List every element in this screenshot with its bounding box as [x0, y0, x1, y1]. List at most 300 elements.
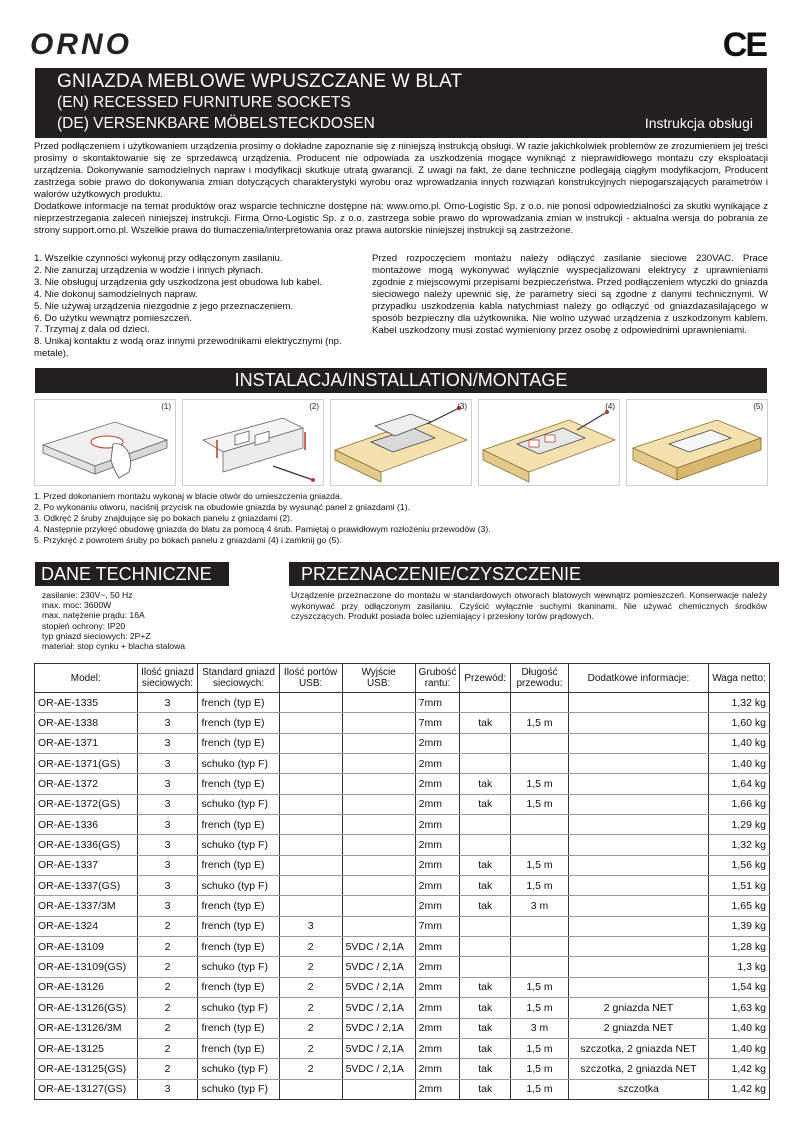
table-cell: 1,5 m: [511, 1079, 569, 1099]
table-cell: 1,29 kg: [709, 815, 770, 835]
table-cell: 1,5 m: [511, 876, 569, 896]
install-panel-4: [478, 399, 620, 486]
table-cell: 2: [279, 998, 342, 1018]
install-panel-5: [626, 399, 768, 486]
table-cell: [568, 916, 708, 936]
table-cell: 2mm: [415, 733, 460, 753]
table-cell: schuko (typ F): [198, 754, 279, 774]
table-cell: [568, 855, 708, 875]
table-cell: 2: [137, 1018, 198, 1038]
table-cell: 1,63 kg: [709, 998, 770, 1018]
table-cell: 3: [279, 916, 342, 936]
table-cell: 5VDC / 2,1A: [342, 1018, 415, 1038]
table-cell: szczotka, 2 gniazda NET: [568, 1059, 708, 1079]
table-cell: 1,42 kg: [709, 1079, 770, 1099]
table-cell: [568, 713, 708, 733]
table-cell: french (typ E): [198, 1038, 279, 1058]
table-cell: 1,5 m: [511, 1059, 569, 1079]
table-cell: tak: [460, 774, 511, 794]
install-panel-1: [34, 399, 176, 486]
column-header: [137, 664, 198, 693]
install-panel-3: [330, 399, 472, 486]
intro-paragraph-1: Przed podłączeniem i użytkowaniem urządzenia prosimy o dokładne zapoznanie się z niniejszą instrukcją obsługi. W razie jakichkolwiek problemów ze zrozumieniem jej treści prosimy o skontaktowanie się ze sprzedawcą urządzenia. Producent nie odpowiada za uszkodzenia mogące wyniknąć z nieprawidłowego montażu czy eksploatacji urządzenia. Dokonywanie samodzielnych napraw i modyfikacji skutkuje utratą gwarancji. Z uwagi na fakt, że dane techniczne podlegają ciągłym modyfikacjom, Producent zastrzega sobie prawo do dokonywania zmian dotyczących charakterystyki wyrobu oraz wprowadzania innych rozwiązań konstrukcyjnych niepogarszających parametrów i walorów użytkowych produktu.: [34, 141, 768, 200]
table-header-row: [35, 664, 770, 693]
table-cell: [511, 815, 569, 835]
table-cell: tak: [460, 855, 511, 875]
table-cell: [279, 876, 342, 896]
table-cell: [568, 977, 708, 997]
column-header: [415, 664, 460, 693]
column-header-line: USB:: [366, 678, 391, 689]
table-cell: tak: [460, 794, 511, 814]
table-cell: schuko (typ F): [198, 957, 279, 977]
table-cell: 5VDC / 2,1A: [342, 1038, 415, 1058]
table-cell: [342, 855, 415, 875]
install-illustration-1: [35, 400, 175, 485]
table-row: [35, 876, 770, 896]
table-cell: OR-AE-1371: [35, 733, 138, 753]
table-cell: french (typ E): [198, 916, 279, 936]
table-cell: tak: [460, 896, 511, 916]
table-cell: [511, 916, 569, 936]
column-header-line: Ilość portów: [283, 667, 338, 678]
table-cell: 1,5 m: [511, 855, 569, 875]
spec-line: max. natężenie prądu: 16A: [42, 610, 145, 621]
table-cell: 2: [137, 1038, 198, 1058]
table-cell: [568, 937, 708, 957]
table-cell: 3: [137, 815, 198, 835]
install-step: 1. Przed dokonaniem montażu wykonaj w blacie otwór do umieszczenia gniazda.: [34, 491, 343, 501]
table-cell: 7mm: [415, 713, 460, 733]
safety-item: 1. Wszelkie czynności wykonuj przy odłączonym zasilaniu.: [34, 253, 283, 264]
table-cell: 1,40 kg: [709, 733, 770, 753]
table-cell: OR-AE-13125(GS): [35, 1059, 138, 1079]
safety-item: 5. Nie używaj urządzenia niezgodnie z jego przeznaczeniem.: [34, 300, 294, 312]
table-cell: schuko (typ F): [198, 1059, 279, 1079]
install-illustration-2: [183, 400, 323, 485]
table-row: [35, 693, 770, 713]
title-band: [35, 68, 767, 138]
table-cell: [568, 794, 708, 814]
table-cell: OR-AE-1372(GS): [35, 794, 138, 814]
table-cell: OR-AE-13126: [35, 977, 138, 997]
table-cell: [279, 794, 342, 814]
table-cell: [279, 754, 342, 774]
table-row: [35, 1038, 770, 1058]
table-cell: 2: [137, 916, 198, 936]
table-cell: schuko (typ F): [198, 998, 279, 1018]
table-cell: [342, 815, 415, 835]
table-cell: [460, 733, 511, 753]
table-cell: [511, 693, 569, 713]
table-cell: 2mm: [415, 1038, 460, 1058]
purpose-text: Urządzenie przeznaczone do montażu w standardowych otworach blatowych wewnątrz pomieszczeń. Konserwacje należy wykonywać przy odłączonym zasilaniu. Czyścić wyłącznie suchymi tkaninami. Nie używać chemicznych środków czyszczących. Produkt posiada bolec uziemiający i przesłony torów prądowych.: [291, 590, 767, 622]
install-illustration-4: [479, 400, 619, 485]
table-cell: 1,5 m: [511, 774, 569, 794]
table-cell: OR-AE-13125: [35, 1038, 138, 1058]
table-row: [35, 835, 770, 855]
table-cell: [279, 713, 342, 733]
table-cell: schuko (typ F): [198, 876, 279, 896]
table-cell: OR-AE-1336: [35, 815, 138, 835]
table-cell: [511, 754, 569, 774]
table-cell: tak: [460, 977, 511, 997]
table-cell: french (typ E): [198, 693, 279, 713]
table-cell: [460, 754, 511, 774]
table-cell: 1,32 kg: [709, 835, 770, 855]
intro-paragraph-2: Dodatkowe informacje na temat produktów oraz wsparcie techniczne dostępne na: www.orno.pl. Orno-Logistic Sp. z o.o. nie ponosi odpowiedzialności za skutki wynikające z nieprzestrzegania zaleceń niniejszej instrukcji. Firma Orno-Logistic Sp. z o.o. zastrzega sobie prawo do wprowadzania zmian w instrukcji - aktualna wersja do pobrania ze strony support.orno.pl. Wszelkie prawa do tłumaczenia/interpretowania oraz prawa autorskie niniejszej instrukcji są zastrzeżone.: [34, 201, 768, 236]
table-cell: [568, 733, 708, 753]
table-cell: 2mm: [415, 835, 460, 855]
table-row: [35, 1059, 770, 1079]
panel-number: (3): [457, 402, 467, 411]
safety-item: 7. Trzymaj z dala od dzieci.: [34, 324, 150, 336]
table-cell: [568, 896, 708, 916]
table-cell: 1,5 m: [511, 998, 569, 1018]
table-cell: french (typ E): [198, 937, 279, 957]
table-row: [35, 733, 770, 753]
table-cell: 1,40 kg: [709, 754, 770, 774]
table-cell: 1,5 m: [511, 1038, 569, 1058]
table-cell: 7mm: [415, 693, 460, 713]
safety-item: 6. Do użytku wewnątrz pomieszczeń.: [34, 312, 192, 324]
table-cell: 2mm: [415, 937, 460, 957]
table-cell: 7mm: [415, 916, 460, 936]
table-cell: szczotka: [568, 1079, 708, 1099]
table-cell: [460, 693, 511, 713]
table-cell: [568, 774, 708, 794]
table-row: [35, 977, 770, 997]
table-cell: 2 gniazda NET: [568, 1018, 708, 1038]
table-cell: [342, 713, 415, 733]
table-cell: 2mm: [415, 896, 460, 916]
table-cell: [279, 815, 342, 835]
table-cell: OR-AE-1337/3M: [35, 896, 138, 916]
table-cell: 3: [137, 835, 198, 855]
table-cell: 2mm: [415, 754, 460, 774]
table-cell: OR-AE-13127(GS): [35, 1079, 138, 1099]
table-cell: 1,5 m: [511, 713, 569, 733]
table-cell: OR-AE-1324: [35, 916, 138, 936]
table-cell: french (typ E): [198, 977, 279, 997]
table-cell: [342, 1079, 415, 1099]
table-cell: [342, 774, 415, 794]
table-cell: tak: [460, 998, 511, 1018]
table-cell: [460, 957, 511, 977]
column-header-line: Standard gniazd: [202, 667, 275, 678]
table-cell: OR-AE-1338: [35, 713, 138, 733]
table-cell: tak: [460, 713, 511, 733]
purpose-heading: PRZEZNACZENIE/CZYSZCZENIE: [289, 562, 779, 586]
table-cell: OR-AE-13109: [35, 937, 138, 957]
table-cell: 3: [137, 896, 198, 916]
table-cell: tak: [460, 1038, 511, 1058]
models-table: [34, 663, 770, 1100]
table-cell: french (typ E): [198, 855, 279, 875]
table-cell: french (typ E): [198, 1018, 279, 1038]
table-cell: OR-AE-1337: [35, 855, 138, 875]
table-cell: 2mm: [415, 998, 460, 1018]
table-cell: 1,5 m: [511, 977, 569, 997]
column-header-line: rantu:: [424, 678, 451, 689]
table-cell: 2: [137, 1059, 198, 1079]
instruction-label: Instrukcja obsługi: [644, 115, 753, 131]
table-cell: 2mm: [415, 774, 460, 794]
table-cell: [279, 693, 342, 713]
table-cell: 2mm: [415, 794, 460, 814]
install-step: 5. Przykręć z powrotem śruby po bokach panelu z gniazdami (4) i zamknij go (5).: [34, 535, 342, 545]
table-cell: tak: [460, 1018, 511, 1038]
table-cell: [342, 693, 415, 713]
table-cell: 1,32 kg: [709, 693, 770, 713]
table-cell: french (typ E): [198, 713, 279, 733]
table-row: [35, 1018, 770, 1038]
install-step: 2. Po wykonaniu otworu, naciśnij przycisk na obudowie gniazda by wysunąć panel z gniazdami (1).: [34, 502, 410, 512]
column-header-line: Przewód:: [464, 672, 507, 684]
table-cell: 3 m: [511, 896, 569, 916]
table-cell: [460, 815, 511, 835]
installation-heading: INSTALACJA/INSTALLATION/MONTAGE: [35, 368, 767, 393]
table-cell: [342, 733, 415, 753]
brand-logo: ORNO: [30, 28, 132, 61]
table-cell: [568, 835, 708, 855]
table-cell: french (typ E): [198, 774, 279, 794]
column-header-line: Ilość gniazd: [141, 667, 194, 678]
column-header-line: Model:: [70, 672, 101, 684]
table-row: [35, 957, 770, 977]
ce-mark: CE: [722, 26, 766, 64]
column-header-line: USB:: [298, 678, 323, 689]
install-step: 4. Następnie przykręć obudowę gniazda do blatu za pomocą 4 śrub. Pamiętaj o prawidłowym rozłożeniu przewodów (3).: [34, 524, 491, 534]
table-cell: 1,65 kg: [709, 896, 770, 916]
table-cell: 1,28 kg: [709, 937, 770, 957]
safety-list: [34, 253, 364, 360]
table-cell: 2: [279, 1059, 342, 1079]
intro-text: [34, 141, 768, 237]
table-cell: [342, 896, 415, 916]
title-en: (EN) RECESSED FURNITURE SOCKETS: [57, 94, 351, 111]
table-cell: 2mm: [415, 1059, 460, 1079]
safety-item: 4. Nie dokonuj samodzielnych napraw.: [34, 288, 198, 300]
table-cell: 2mm: [415, 977, 460, 997]
table-cell: 1,54 kg: [709, 977, 770, 997]
table-cell: french (typ E): [198, 815, 279, 835]
column-header-line: Długość: [521, 667, 558, 678]
table-cell: 2mm: [415, 876, 460, 896]
install-panel-2: [182, 399, 324, 486]
table-cell: 1,40 kg: [709, 1018, 770, 1038]
table-cell: [460, 937, 511, 957]
table-cell: 1,60 kg: [709, 713, 770, 733]
table-cell: schuko (typ F): [198, 1079, 279, 1099]
column-header-line: Dodatkowe informacje:: [587, 672, 690, 684]
table-cell: [279, 774, 342, 794]
column-header-line: Grubość: [418, 667, 457, 678]
table-cell: 2: [137, 937, 198, 957]
tech-spec-list: [42, 590, 282, 651]
table-cell: tak: [460, 876, 511, 896]
safety-item: 3. Nie obsługuj urządzenia gdy uszkodzona jest obudowa lub kabel.: [34, 276, 322, 288]
column-header: [279, 664, 342, 693]
table-cell: [511, 733, 569, 753]
safety-item: 8. Unikaj kontaktu z wodą oraz innymi przewodnikami elektrycznymi (np. metale).: [34, 336, 342, 360]
table-cell: [342, 916, 415, 936]
table-row: [35, 713, 770, 733]
table-cell: [279, 835, 342, 855]
table-cell: 3: [137, 754, 198, 774]
column-header: [460, 664, 511, 693]
column-header-line: przewodu:: [516, 678, 563, 689]
table-cell: 3: [137, 733, 198, 753]
table-cell: 3: [137, 876, 198, 896]
table-cell: 1,66 kg: [709, 794, 770, 814]
install-illustration-3: [331, 400, 471, 485]
table-cell: 5VDC / 2,1A: [342, 957, 415, 977]
table-cell: tak: [460, 1079, 511, 1099]
table-row: [35, 754, 770, 774]
table-cell: 1,64 kg: [709, 774, 770, 794]
spec-line: zasilanie: 230V~, 50 Hz: [42, 590, 133, 600]
install-illustration-5: [627, 400, 767, 485]
column-header-line: sieciowych:: [212, 678, 265, 689]
table-cell: 3: [137, 713, 198, 733]
spec-line: materiał: stop cynku + blacha stalowa: [42, 641, 186, 652]
table-row: [35, 855, 770, 875]
table-cell: 3: [137, 693, 198, 713]
column-header-line: Waga netto:: [712, 672, 766, 684]
safety-item: 2. Nie zanurzaj urządzenia w wodzie i innych płynach.: [34, 264, 264, 276]
table-cell: OR-AE-1337(GS): [35, 876, 138, 896]
table-cell: 2: [137, 998, 198, 1018]
table-cell: OR-AE-1336(GS): [35, 835, 138, 855]
table-row: [35, 794, 770, 814]
table-cell: 1,56 kg: [709, 855, 770, 875]
panel-number: (1): [161, 402, 171, 411]
table-cell: 3: [137, 774, 198, 794]
table-cell: [279, 855, 342, 875]
table-cell: OR-AE-1372: [35, 774, 138, 794]
spec-line: max. moc: 3600W: [42, 600, 112, 611]
table-cell: [568, 754, 708, 774]
table-cell: 5VDC / 2,1A: [342, 998, 415, 1018]
table-cell: 5VDC / 2,1A: [342, 1059, 415, 1079]
table-row: [35, 896, 770, 916]
table-cell: 2: [279, 957, 342, 977]
table-body: [35, 693, 770, 1100]
table-row: [35, 937, 770, 957]
column-header: [342, 664, 415, 693]
table-cell: 1,5 m: [511, 794, 569, 814]
table-cell: [342, 876, 415, 896]
table-cell: 1,39 kg: [709, 916, 770, 936]
table-cell: 1,40 kg: [709, 1038, 770, 1058]
title-pl: GNIAZDA MEBLOWE WPUSZCZANE W BLAT: [57, 71, 463, 92]
table-cell: 2mm: [415, 855, 460, 875]
table-cell: OR-AE-13109(GS): [35, 957, 138, 977]
column-header-line: sieciowych:: [141, 678, 194, 689]
install-step: 3. Odkręć 2 śruby znajdujące się po bokach panelu z gniazdami (2).: [34, 513, 293, 523]
table-cell: [460, 835, 511, 855]
table-cell: [342, 835, 415, 855]
table-cell: OR-AE-1371(GS): [35, 754, 138, 774]
table-cell: french (typ E): [198, 896, 279, 916]
table-cell: 5VDC / 2,1A: [342, 977, 415, 997]
table-cell: 2mm: [415, 1018, 460, 1038]
tech-data-heading: DANE TECHNICZNE: [35, 562, 229, 586]
table-cell: 2: [279, 937, 342, 957]
table-cell: OR-AE-13126/3M: [35, 1018, 138, 1038]
table-cell: 2: [137, 977, 198, 997]
table-cell: 2: [279, 1018, 342, 1038]
table-row: [35, 774, 770, 794]
table-cell: [342, 794, 415, 814]
table-cell: OR-AE-1335: [35, 693, 138, 713]
table-row: [35, 998, 770, 1018]
table-cell: 2 gniazda NET: [568, 998, 708, 1018]
table-cell: 2mm: [415, 1079, 460, 1099]
table-cell: [279, 896, 342, 916]
table-cell: [568, 876, 708, 896]
title-de: (DE) VERSENKBARE MÖBELSTECKDOSEN: [57, 115, 375, 132]
column-header: [709, 664, 770, 693]
table-cell: [460, 916, 511, 936]
column-header: [511, 664, 569, 693]
column-header: [568, 664, 708, 693]
column-header: [198, 664, 279, 693]
table-cell: 2mm: [415, 815, 460, 835]
table-cell: schuko (typ F): [198, 835, 279, 855]
column-header-line: Wyjście: [361, 667, 396, 678]
table-cell: [279, 1079, 342, 1099]
table-cell: schuko (typ F): [198, 794, 279, 814]
spec-line: typ gniazd sieciowych: 2P+Z: [42, 630, 151, 641]
table-row: [35, 1079, 770, 1099]
table-cell: 3: [137, 855, 198, 875]
table-cell: [342, 754, 415, 774]
table-cell: [511, 957, 569, 977]
table-cell: [568, 693, 708, 713]
table-cell: [511, 937, 569, 957]
table-row: [35, 916, 770, 936]
table-cell: [568, 815, 708, 835]
table-cell: 1,42 kg: [709, 1059, 770, 1079]
table-cell: OR-AE-13126(GS): [35, 998, 138, 1018]
column-header: [35, 664, 138, 693]
table-cell: 2: [279, 977, 342, 997]
table-row: [35, 815, 770, 835]
table-cell: 3 m: [511, 1018, 569, 1038]
table-cell: french (typ E): [198, 733, 279, 753]
table-cell: 2mm: [415, 957, 460, 977]
table-cell: 1,51 kg: [709, 876, 770, 896]
installation-steps: [34, 491, 768, 546]
table-cell: 5VDC / 2,1A: [342, 937, 415, 957]
table-cell: 1,3 kg: [709, 957, 770, 977]
table-cell: szczotka, 2 gniazda NET: [568, 1038, 708, 1058]
panel-number: (5): [753, 402, 763, 411]
table-cell: 3: [137, 794, 198, 814]
spec-line: stopień ochrony: IP20: [42, 620, 126, 631]
panel-number: (4): [605, 402, 615, 411]
table-cell: [511, 835, 569, 855]
warning-text: Przed rozpoczęciem montażu należy odłączyć zasilanie sieciowe 230VAC. Prace montażowe mogą wykonywać wyłącznie wyspecjalizowani elektrycy z uprawnieniami zgodnie z miejscowymi przepisami bezpieczeństwa. Przed podłączeniem wtyczki do gniazda sieciowego należy upewnić się, że parametry sieci są zgodne z danymi technicznymi. W przypadku uszkodzenia kabla natychmiast należy go odłączyć od gniazdazasilającego w sposób bezpieczny dla użytkownika. Nie wolno używać urządzenia z uszkodzonym kablem. Kabel uszkodzony musi zostać wymieniony przez osobę z odpowiednimi uprawnieniami.: [372, 253, 768, 336]
table-cell: 2: [137, 957, 198, 977]
table-cell: 2: [279, 1038, 342, 1058]
panel-number: (2): [309, 402, 319, 411]
table-cell: [279, 733, 342, 753]
table-cell: [568, 957, 708, 977]
table-cell: tak: [460, 1059, 511, 1079]
